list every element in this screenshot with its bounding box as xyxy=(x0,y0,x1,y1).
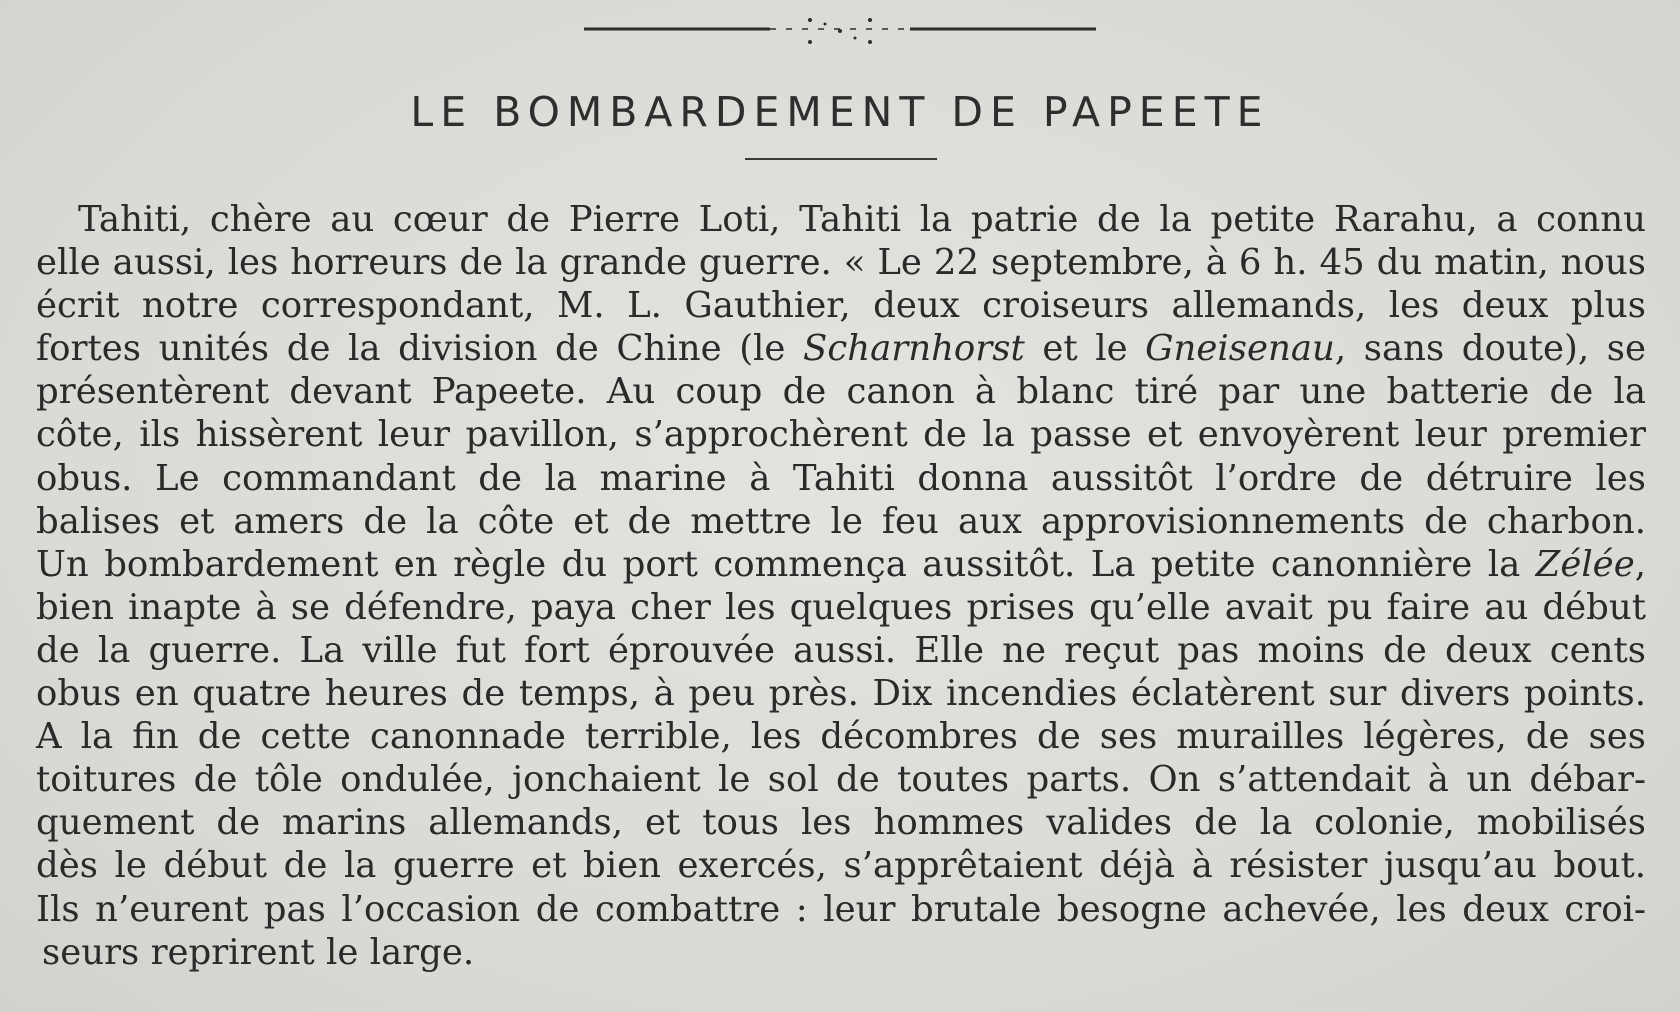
line-text: et le xyxy=(1024,328,1146,370)
decorative-rule-ornament xyxy=(580,14,1100,54)
paragraph-line: bien inapte à se défendre, paya cher les quelques prises qu’elle avait pu faire au début xyxy=(36,586,1646,628)
paragraph-line: Ils n’eurent pas l’occasion de combattre : leur brutale besogne achevée, les deux croi- xyxy=(36,888,1646,930)
line-text: , sans doute), se xyxy=(1334,328,1646,370)
line-text: , xyxy=(1634,543,1646,585)
title-underline xyxy=(745,158,937,160)
line-text: fortes unités de la division de Chine (le xyxy=(36,328,803,370)
paragraph-line: elle aussi, les horreurs de la grande guerre. « Le 22 septembre, à 6 h. 45 du matin, nous xyxy=(36,242,1646,284)
paragraph-line: écrit notre correspondant, M. L. Gauthier, deux croiseurs allemands, les deux plus xyxy=(36,285,1646,327)
paragraph-line: quement de marins allemands, et tous les hommes valides de la colonie, mobilisés xyxy=(36,802,1646,844)
line-text: Un bombardement en règle du port commença aussitôt. La petite canonnière la xyxy=(36,543,1536,585)
paragraph-line: obus. Le commandant de la marine à Tahiti donna aussitôt l’ordre de détruire les xyxy=(36,457,1646,499)
ship-name-italic: Zélée xyxy=(1535,543,1635,585)
ship-name-italic: Scharnhorst xyxy=(803,328,1025,370)
article-title: LE BOMBARDEMENT DE PAPEETE xyxy=(410,88,1270,136)
article-body xyxy=(36,198,1646,974)
paragraph-line: Tahiti, chère au cœur de Pierre Loti, Tahiti la patrie de la petite Rarahu, a connu xyxy=(78,199,1646,240)
paragraph-line-with-italics xyxy=(36,543,1646,586)
paragraph-line: côte, ils hissèrent leur pavillon, s’approchèrent de la passe et envoyèrent leur premier xyxy=(36,414,1646,456)
paragraph-line: de la guerre. La ville fut fort éprouvée aussi. Elle ne reçut pas moins de deux cents xyxy=(36,629,1646,671)
ship-name-italic: Gneisenau xyxy=(1145,328,1335,370)
paragraph-line: balises et amers de la côte et de mettre le feu aux approvisionnements de charbon. xyxy=(36,500,1646,542)
paragraph-line: présentèrent devant Papeete. Au coup de canon à blanc tiré par une batterie de la xyxy=(36,371,1646,413)
paragraph-line: dès le début de la guerre et bien exercés, s’apprêtaient déjà à résister jusqu’au bout. xyxy=(36,845,1646,887)
paragraph-line-with-italics xyxy=(36,327,1646,370)
paragraph-line: toitures de tôle ondulée, jonchaient le sol de toutes parts. On s’attendait à un débar- xyxy=(36,759,1646,801)
paragraph-line: A la fin de cette canonnade terrible, les décombres de ses murailles légères, de ses xyxy=(36,716,1646,758)
paragraph-line: obus en quatre heures de temps, à peu près. Dix incendies éclatèrent sur divers points. xyxy=(36,673,1646,715)
paragraph-line-last: seurs reprirent le large. xyxy=(42,931,475,973)
